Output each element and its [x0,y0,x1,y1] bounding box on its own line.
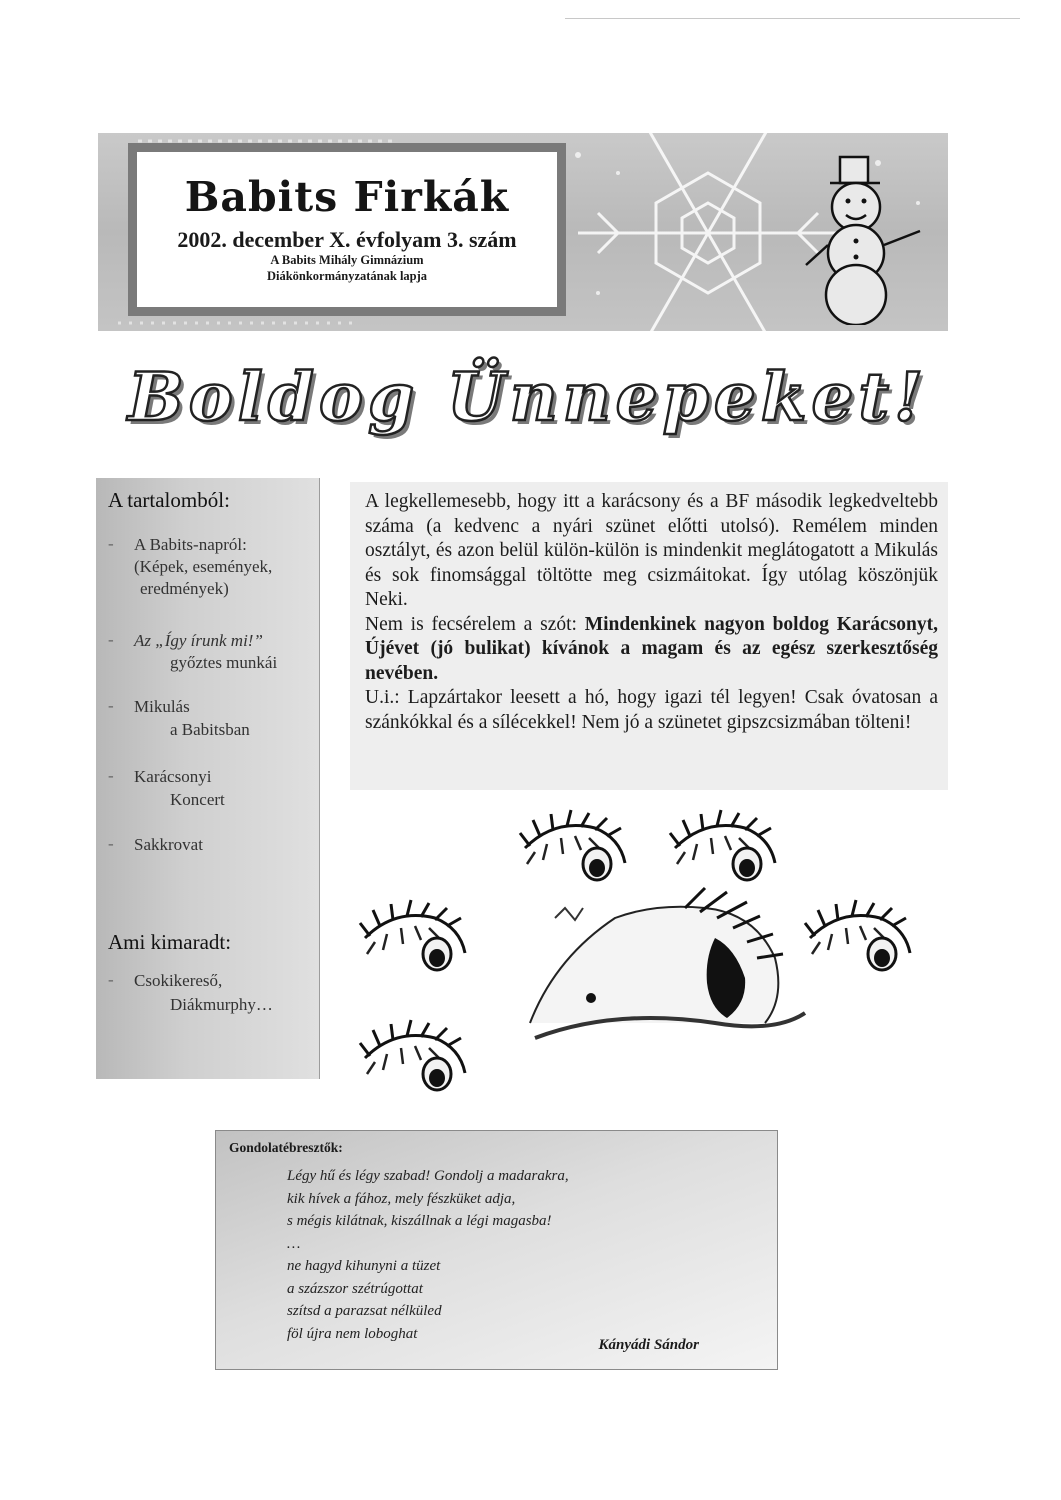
poem-line: s mégis kilátnak, kiszállnak a légi magasba! [287,1213,552,1229]
quote-heading: Gondolatébresztők: [229,1140,343,1155]
publisher-line: Diákönkormányzatának lapja [266,269,428,283]
bell-branch-icon [670,810,775,880]
poem-line: kik hívek a fához, mely fészküket adja, [287,1190,516,1207]
masthead [98,133,948,331]
contents-item-1-line2: (Képek, események, [134,557,273,576]
dash-icon: - [108,534,114,553]
issue-line: 2002. december X. évfolyam 3. szám [177,227,517,252]
hedgehog-icon [530,888,805,1038]
contents-item-1-line3: eredmények) [140,579,229,598]
left-out-item-line1: Csokikereső, [134,971,223,990]
editorial-paragraph-1: A legkellemesebb, hogy itt a karácsony és a BF második legkedveltebb száma (a kedvenc a nyári szünet előtti utolsó). Remélem minden osztályt, és azon belül külön-külön is mindenkit meglátogatott a Mikulás és sok finomsággal töltötte meg csizmáitokat. Így utólag köszönjük Neki. [365,491,938,610]
poem-author: Kányádi Sándor [598,1337,699,1353]
contents-item-3-line1: Mikulás [134,697,190,716]
greeting-banner: Boldog Ünnepeket! [127,358,928,436]
bell-branch-icon [360,1020,465,1090]
poem-line: Légy hű és légy szabad! Gondolj a madarakra, [287,1168,569,1184]
contents-item-2-line2: győztes munkái [170,653,278,672]
editorial-paragraph-2 [365,613,938,687]
contents-item-1-line1: A Babits-napról: [134,535,247,554]
bell-branch-icon [360,900,465,970]
contents-item-3-line2: a Babitsban [170,720,250,739]
contents-heading: A tartalomból: [108,488,230,512]
masthead-title-box [137,152,557,307]
contents-item-4-line2: Koncert [170,790,225,809]
bell-branch-icon [520,810,625,880]
dash-icon: - [108,630,114,649]
dash-icon: - [108,970,114,989]
top-rule [565,18,1020,19]
dash-icon: - [108,834,114,853]
editorial-lead-in: Nem is fecsérelem a szót: [365,613,585,635]
poem-line: … [287,1235,301,1252]
poem-line: szítsd a parazsat nélküled [287,1303,442,1319]
poem-line: ne hagyd kihunyni a tüzet [287,1258,441,1274]
left-out-item-line2: Diákmurphy… [170,995,273,1014]
christmas-illustration [355,808,925,1108]
contents-item-2-line1: Az „Így írunk mi!” [134,631,263,650]
school-name: A Babits Mihály Gimnázium [270,253,424,267]
contents-sidebar [96,478,320,1079]
left-out-heading: Ami kimaradt: [108,930,232,954]
poem-lines [287,1165,569,1345]
bell-branch-icon [805,900,910,970]
masthead-title-frame [128,143,566,316]
dash-icon: - [108,696,114,715]
poem-line: föl újra nem loboghat [287,1325,418,1342]
snowman-icon [798,145,938,325]
editorial-text [350,482,948,790]
contents-item-4-line1: Karácsonyi [134,767,212,786]
newspaper-name: Babits Firkák [184,173,510,221]
contents-item-5-line1: Sakkrovat [134,835,203,854]
dash-icon: - [108,766,114,785]
quote-box [215,1130,778,1370]
editorial-greeting-bold: Mindenkinek nagyon boldog Karácsonyt, Újévet (jó bulikat) kívánok a magam és az egész szerkesztőség nevében. [365,613,938,684]
poem-line: a százszor szétrúgottat [287,1280,423,1297]
editorial-postscript: U.i.: Lapzártakor leesett a hó, hogy igazi tél legyen! Csak óvatosan a szánkókkal és a sílécekkel! Nem jó a szünetet gipszcsizmában tölteni! [365,687,938,733]
